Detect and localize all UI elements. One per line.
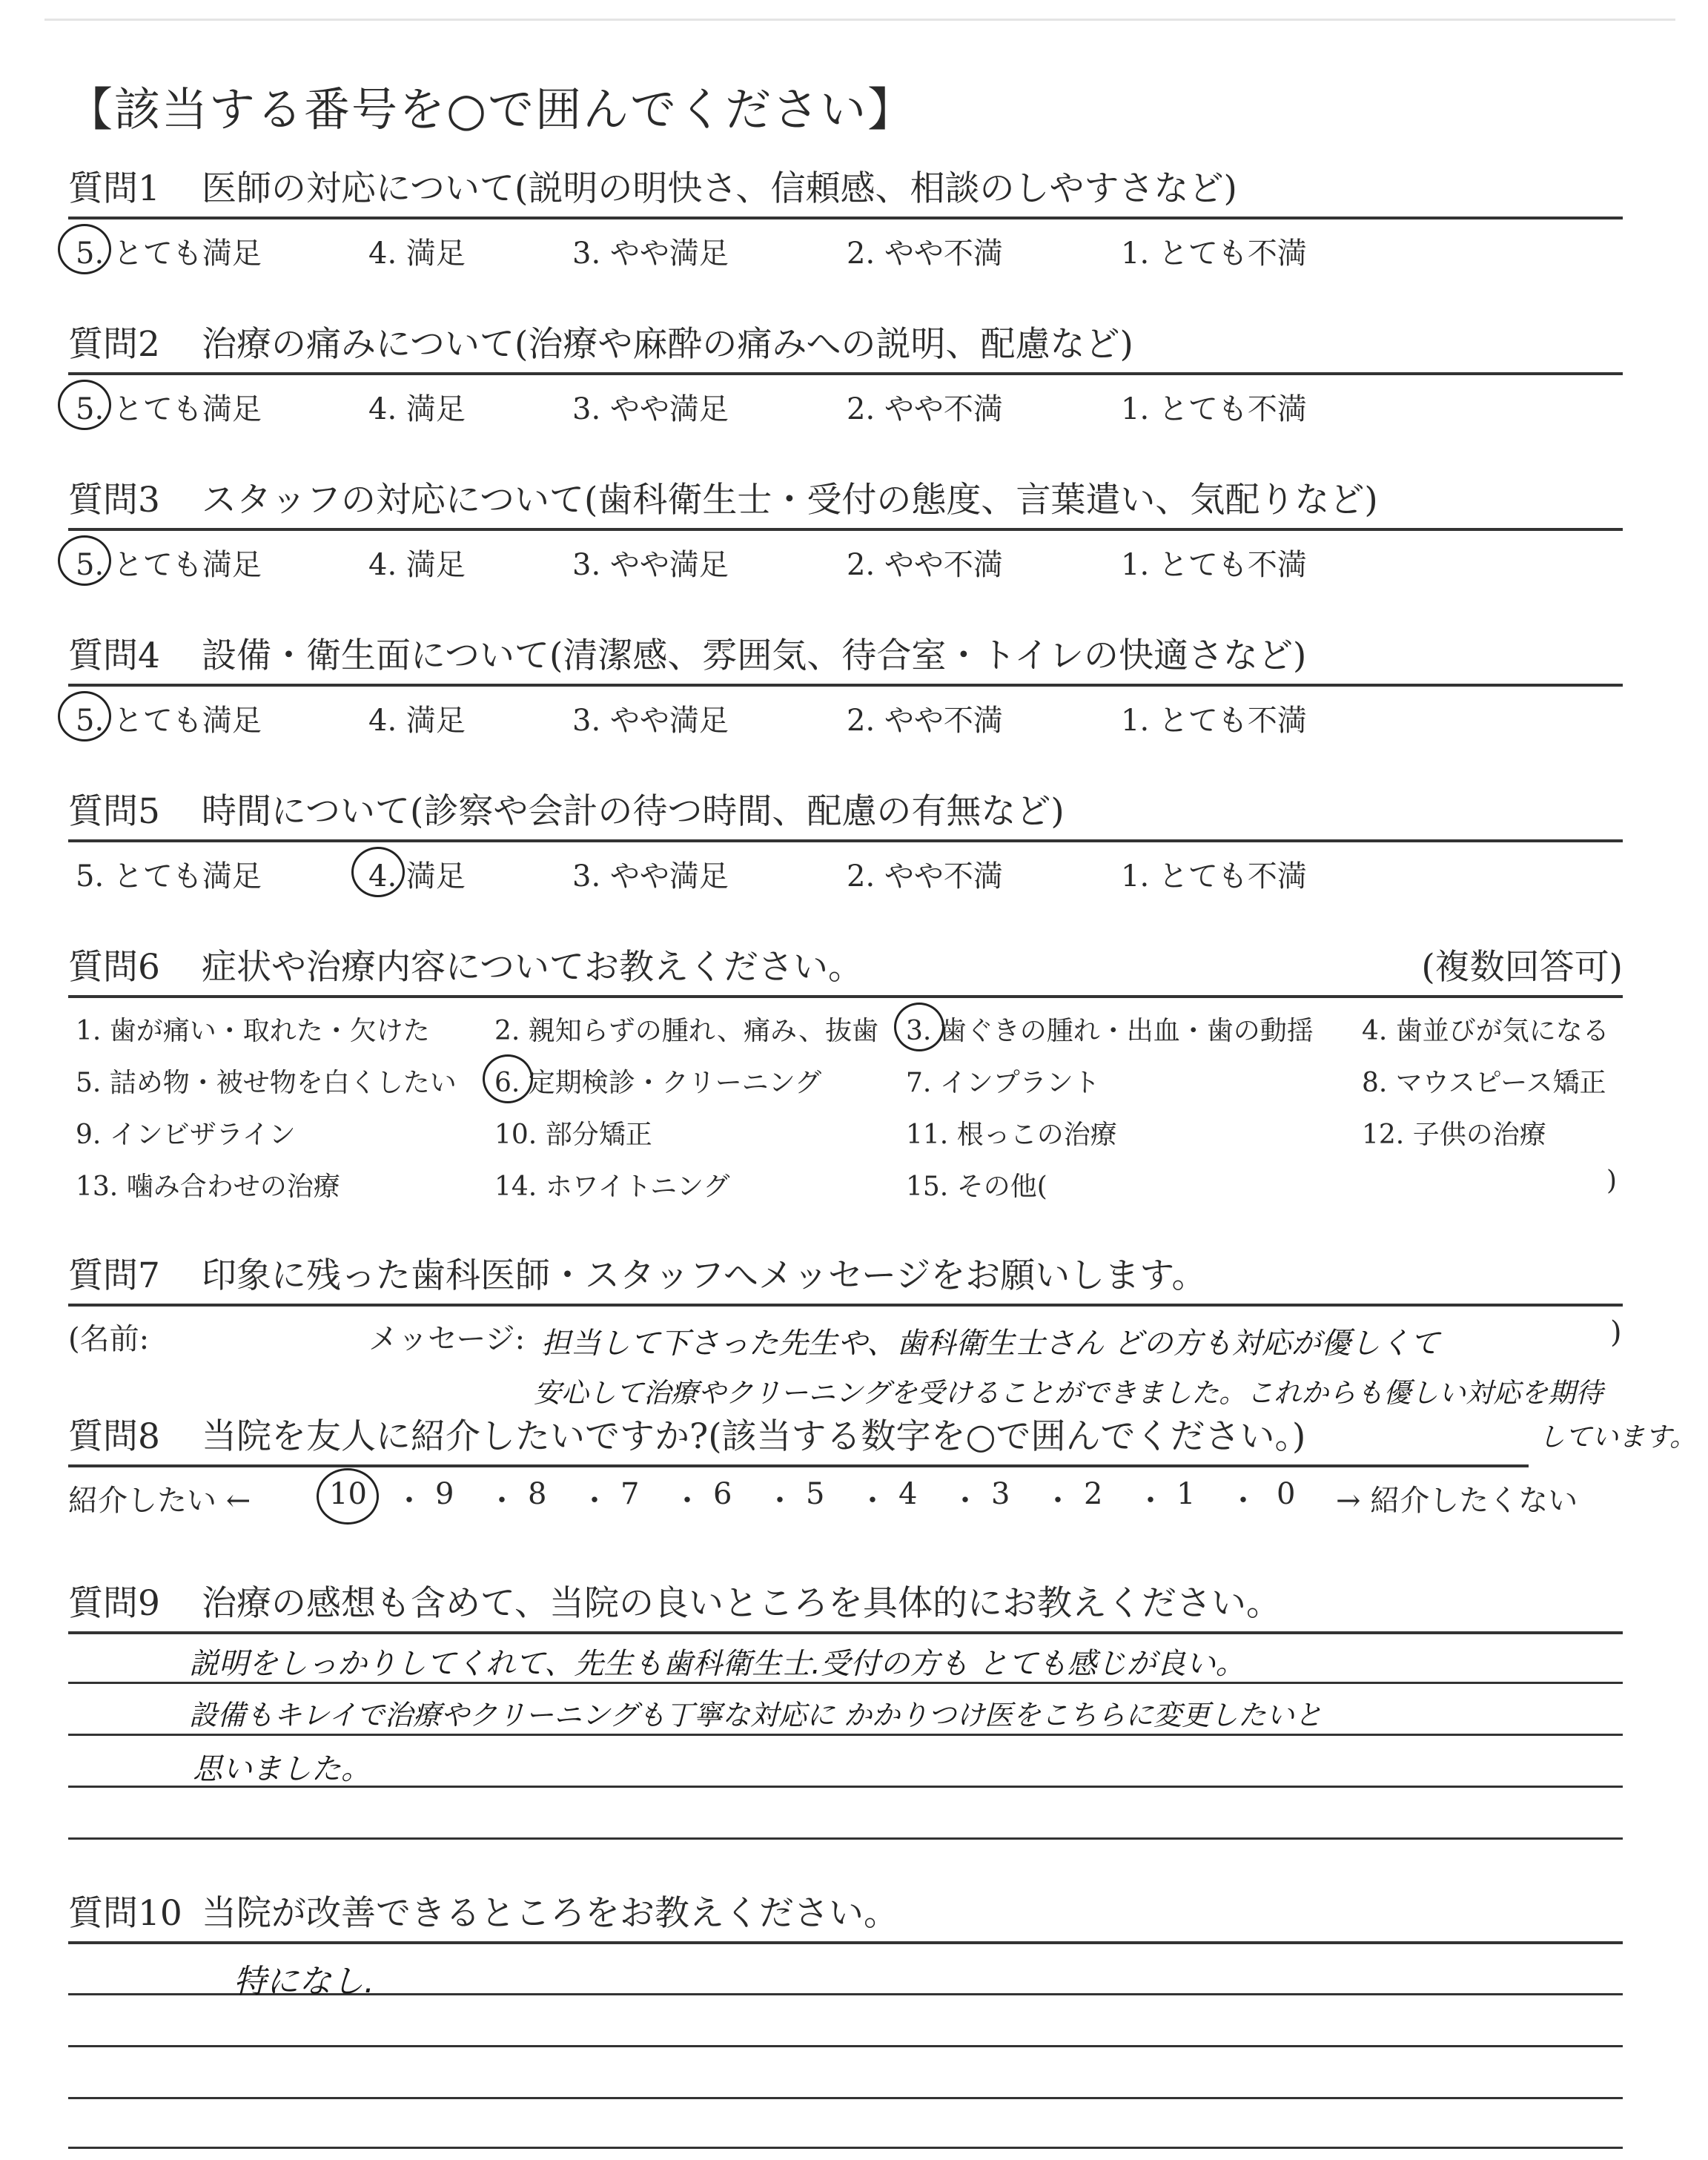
option-1[interactable]: 1. とても不満 (1121, 392, 1307, 426)
handwritten-answer-line: 設備もキレイで治療やクリーニングも丁寧な対応に かかりつけ医をこちらに変更したいと (189, 1699, 1323, 1731)
question-9 (68, 1579, 1623, 1634)
question-2 (68, 320, 1623, 427)
symptom-item[interactable]: 3. 歯ぐきの腫れ・出血・歯の動揺 (906, 1016, 1314, 1046)
option-3[interactable]: 3. やや満足 (572, 704, 729, 738)
question-title: 治療の感想も含めて、当院の良いところを具体的にお教えください。 (202, 1583, 1282, 1624)
option-2[interactable]: 2. やや不満 (847, 859, 1003, 894)
option-5[interactable]: 5. とても満足 (76, 392, 262, 426)
rating-options (68, 687, 1623, 739)
divider (68, 1941, 1623, 1944)
option-5[interactable]: 5. とても満足 (76, 548, 262, 582)
symptom-item[interactable]: 4. 歯並びが気になる (1362, 1016, 1609, 1046)
symptom-item[interactable]: 15. その他( (906, 1172, 1047, 1202)
option-3[interactable]: 3. やや満足 (572, 237, 729, 271)
symptom-options (68, 1010, 1623, 1225)
question-6 (68, 943, 1623, 998)
handwritten-answer: 特になし. (234, 1963, 374, 2001)
option-4[interactable]: 4. 満足 (368, 392, 466, 426)
option-2[interactable]: 2. やや不満 (847, 237, 1003, 271)
scale-value[interactable]: 1 (1176, 1477, 1196, 1511)
answer-line (68, 2147, 1623, 2149)
question-title: 設備・衛生面について(清潔感、雰囲気、待合室・トイレの快適さなど) (202, 635, 1307, 676)
symptom-item[interactable]: 9. インビザライン (76, 1120, 296, 1150)
question-7 (68, 1252, 1623, 1307)
symptom-item[interactable]: 7. インプラント (906, 1068, 1100, 1098)
question-number: 質問5 (68, 791, 160, 832)
option-4[interactable]: 4. 満足 (368, 704, 466, 738)
question-number: 質問6 (68, 947, 160, 988)
message-label: メッセージ: (368, 1322, 526, 1356)
question-title: 当院が改善できるところをお教えください。 (202, 1893, 898, 1934)
symptom-item[interactable]: 10. 部分矯正 (494, 1120, 652, 1150)
answer-line (68, 1734, 1623, 1736)
option-2[interactable]: 2. やや不満 (847, 704, 1003, 738)
selection-circle (58, 380, 111, 430)
option-1[interactable]: 1. とても不満 (1121, 548, 1307, 582)
selection-circle (351, 847, 405, 897)
handwritten-message-line: 担当して下さった先生や、歯科衛生士さん どの方も対応が優しくて (541, 1327, 1440, 1361)
selection-circle (58, 535, 111, 586)
option-3[interactable]: 3. やや満足 (572, 859, 729, 894)
rating-options (68, 219, 1623, 271)
option-1[interactable]: 1. とても不満 (1121, 859, 1307, 894)
symptom-item[interactable]: 8. マウスピース矯正 (1362, 1068, 1606, 1098)
symptom-item[interactable]: 12. 子供の治療 (1362, 1120, 1546, 1150)
scale-left-label: 紹介したい ← (68, 1484, 251, 1518)
question-4 (68, 632, 1623, 739)
option-2[interactable]: 2. やや不満 (847, 392, 1003, 426)
question-title: 治療の痛みについて(治療や麻酔の痛みへの説明、配慮など) (202, 324, 1133, 365)
symptom-item[interactable]: 14. ホワイトニング (494, 1172, 730, 1202)
option-4[interactable]: 4. 満足 (368, 859, 466, 894)
scale-value[interactable]: 10 (329, 1477, 367, 1511)
symptom-item[interactable]: 11. 根っこの治療 (906, 1120, 1117, 1150)
option-5[interactable]: 5. とても満足 (76, 704, 262, 738)
handwritten-message-line: 安心して治療やクリーニングを受けることができました。これからも優しい対応を期待 (534, 1377, 1603, 1409)
question-number: 質問10 (68, 1893, 182, 1934)
symptom-item[interactable]: 1. 歯が痛い・取れた・欠けた (76, 1016, 430, 1046)
selection-circle (58, 691, 111, 742)
divider (68, 995, 1623, 998)
question-number: 質問9 (68, 1583, 160, 1624)
other-close-paren: ) (1606, 1166, 1618, 1196)
scale-value[interactable]: 7 (620, 1477, 640, 1511)
question-number: 質問8 (68, 1416, 160, 1457)
scale-value[interactable]: 3 (991, 1477, 1010, 1511)
scale-value[interactable]: 2 (1084, 1477, 1103, 1511)
option-1[interactable]: 1. とても不満 (1121, 237, 1307, 271)
scale-value[interactable]: 5 (806, 1477, 825, 1511)
question-number: 質問1 (68, 168, 160, 209)
scale-value[interactable]: 9 (435, 1477, 454, 1511)
name-label: (名前: (68, 1322, 150, 1356)
question-10 (68, 1889, 1623, 1944)
scale-value[interactable]: 4 (898, 1477, 918, 1511)
scale-value[interactable]: 0 (1277, 1477, 1296, 1511)
handwritten-answer-line: 説明をしっかりしてくれて、先生も歯科衛生士.受付の方も とても感じが良い。 (189, 1647, 1245, 1681)
instructions-heading: 【該当する番号を○で囲んでください】 (67, 82, 916, 136)
scale-value[interactable]: 6 (713, 1477, 732, 1511)
handwritten-answer-line: 思いました。 (193, 1752, 371, 1786)
question-8 (68, 1413, 1623, 1467)
option-3[interactable]: 3. やや満足 (572, 392, 729, 426)
rating-options (68, 531, 1623, 583)
option-5[interactable]: 5. とても満足 (76, 237, 262, 271)
option-2[interactable]: 2. やや不満 (847, 548, 1003, 582)
option-1[interactable]: 1. とても不満 (1121, 704, 1307, 738)
symptom-item[interactable]: 6. 定期検診・クリーニング (494, 1068, 822, 1098)
rating-options (68, 842, 1623, 894)
divider (68, 1631, 1623, 1634)
rating-options (68, 375, 1623, 427)
scale-value[interactable]: 8 (528, 1477, 547, 1511)
scale-right-label: → 紹介したくない (1336, 1484, 1578, 1518)
answer-line (68, 1837, 1623, 1840)
message-close-paren: ) (1610, 1315, 1622, 1350)
option-5[interactable]: 5. とても満足 (76, 859, 262, 894)
question-title: 当院を友人に紹介したいですか?(該当する数字を○で囲んでください。) (202, 1416, 1306, 1457)
divider (68, 1304, 1623, 1307)
divider (68, 1464, 1529, 1467)
option-4[interactable]: 4. 満足 (368, 237, 466, 271)
symptom-item[interactable]: 5. 詰め物・被せ物を白くしたい (76, 1068, 457, 1098)
question-title: 印象に残った歯科医師・スタッフへメッセージをお願いします。 (202, 1255, 1207, 1296)
handwritten-message-line: しています。 (1538, 1422, 1697, 1453)
question-5 (68, 787, 1623, 894)
question-3 (68, 476, 1623, 583)
question-title: 時間について(診察や会計の待つ時間、配慮の有無など) (202, 791, 1065, 832)
multiple-answers-note: (複数回答可) (1421, 947, 1623, 988)
option-4[interactable]: 4. 満足 (368, 548, 466, 582)
selection-circle (317, 1468, 379, 1525)
option-3[interactable]: 3. やや満足 (572, 548, 729, 582)
question-1 (68, 165, 1623, 271)
selection-circle (58, 224, 111, 274)
question-title: スタッフの対応について(歯科衛生士・受付の態度、言葉遣い、気配りなど) (202, 480, 1378, 521)
symptom-item[interactable]: 13. 噛み合わせの治療 (76, 1172, 340, 1202)
scan-edge-line (44, 19, 1675, 21)
question-number: 質問3 (68, 480, 160, 521)
symptom-item[interactable]: 2. 親知らずの腫れ、痛み、抜歯 (494, 1016, 879, 1046)
answer-line (68, 2045, 1623, 2047)
selection-circle (483, 1054, 533, 1103)
question-number: 質問7 (68, 1255, 160, 1296)
referral-scale: 紹介したい ← 10 ・ 9 ・ 8 ・ 7 ・ 6 ・ 5 ・ 4 ・ 3 ・ 2 ・ 1 ・ 0 → 紹介したくない (68, 1477, 1623, 1522)
question-number: 質問2 (68, 324, 160, 365)
question-number: 質問4 (68, 635, 160, 676)
answer-line (68, 2097, 1623, 2099)
question-title: 症状や治療内容についてお教えください。 (202, 947, 864, 988)
question-title: 医師の対応について(説明の明快さ、信頼感、相談のしやすさなど) (202, 168, 1237, 209)
selection-circle (894, 1003, 944, 1051)
